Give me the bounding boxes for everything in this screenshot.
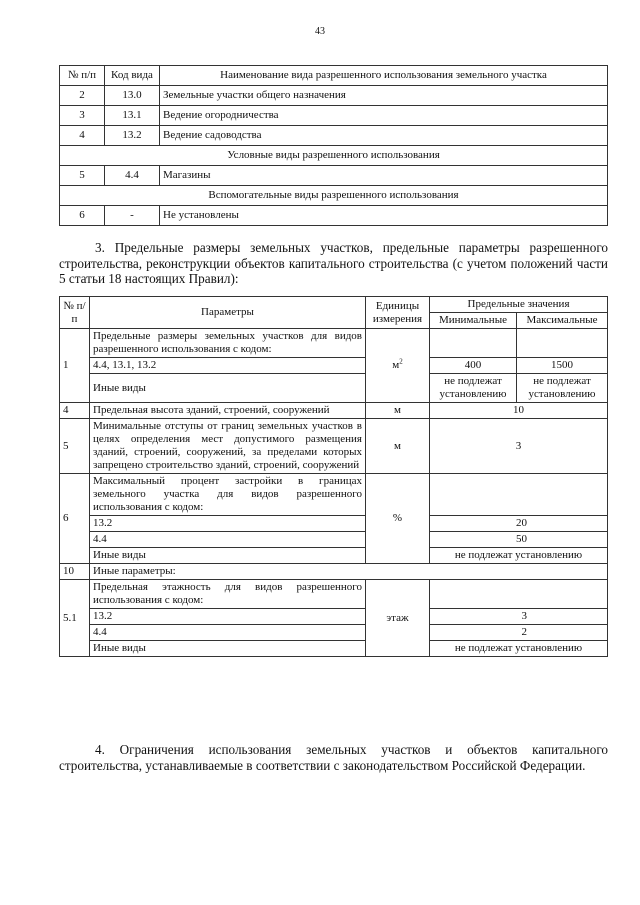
page-number: 43 xyxy=(315,26,325,37)
table-row xyxy=(60,532,608,548)
table-row xyxy=(60,374,608,403)
param-intro: Предельная этажность для видов разрешенного использования с кодом: xyxy=(90,580,366,609)
empty-cell xyxy=(517,329,608,358)
empty-cell xyxy=(430,329,517,358)
row-number: 5 xyxy=(60,419,90,474)
param-text: Иные параметры: xyxy=(90,564,608,580)
table-row xyxy=(60,516,608,532)
row-number: 6 xyxy=(60,474,90,564)
section-4-paragraph xyxy=(59,742,608,773)
unit-text: м xyxy=(366,419,430,474)
header-units: Единицы измерения xyxy=(366,297,430,329)
param-codes: 4.4, 13.1, 13.2 xyxy=(90,358,366,374)
unit-superscript: 2 xyxy=(399,357,403,366)
unit-text: м xyxy=(392,359,400,371)
param-code: Иные виды xyxy=(90,641,366,657)
unit-text: этаж xyxy=(366,580,430,657)
value-cell: 20 xyxy=(430,516,608,532)
table-row xyxy=(60,641,608,657)
row-number: 2 xyxy=(60,86,105,106)
row-code: 13.1 xyxy=(105,106,160,126)
param-code: 4.4 xyxy=(90,532,366,548)
row-code: 13.2 xyxy=(105,126,160,146)
value-cell: не подлежат установлению xyxy=(430,641,608,657)
limit-parameters-table xyxy=(59,296,608,657)
table-row xyxy=(60,564,608,580)
section-row xyxy=(60,146,608,166)
min-value: 400 xyxy=(430,358,517,374)
table-row xyxy=(60,86,608,106)
permitted-use-table xyxy=(59,65,608,226)
param-text: Предельная высота зданий, строений, сооружений xyxy=(90,403,366,419)
header-number: № п/п xyxy=(60,297,90,329)
table-row xyxy=(60,106,608,126)
table-row xyxy=(60,358,608,374)
empty-cell xyxy=(430,580,608,609)
value-cell: 10 xyxy=(430,403,608,419)
row-number: 6 xyxy=(60,206,105,226)
row-name: Не установлены xyxy=(160,206,608,226)
value-cell: 2 xyxy=(430,625,608,641)
row-name: Ведение садоводства xyxy=(160,126,608,146)
table-row xyxy=(60,329,608,358)
header-min: Минимальные xyxy=(430,313,517,329)
table-header-row xyxy=(60,297,608,313)
row-name: Магазины xyxy=(160,166,608,186)
row-name: Ведение огородничества xyxy=(160,106,608,126)
section-3-text: 3. Предельные размеры земельных участков, предельные параметры разрешенного строительства, реконструкции объектов капитального строительства (с учетом положений части 5 статьи 18 настоящих Правил): xyxy=(59,240,608,286)
min-value: не подлежат установлению xyxy=(430,374,517,403)
table-row xyxy=(60,126,608,146)
row-number: 4 xyxy=(60,403,90,419)
empty-cell xyxy=(430,474,608,516)
max-value: 1500 xyxy=(517,358,608,374)
row-name: Земельные участки общего назначения xyxy=(160,86,608,106)
table-row xyxy=(60,166,608,186)
header-max: Максимальные xyxy=(517,313,608,329)
row-code: 4.4 xyxy=(105,166,160,186)
row-number: 5.1 xyxy=(60,580,90,657)
table-header-row xyxy=(60,66,608,86)
row-code: 13.0 xyxy=(105,86,160,106)
row-number: 10 xyxy=(60,564,90,580)
table-row xyxy=(60,625,608,641)
param-intro: Предельные размеры земельных участков для видов разрешенного использования с кодом: xyxy=(90,329,366,358)
header-code: Код вида xyxy=(105,66,160,86)
row-code: - xyxy=(105,206,160,226)
row-number: 3 xyxy=(60,106,105,126)
header-name: Наименование вида разрешенного использования земельного участка xyxy=(160,66,608,86)
section-row xyxy=(60,186,608,206)
section-auxiliary: Вспомогательные виды разрешенного использования xyxy=(60,186,608,206)
param-code: 13.2 xyxy=(90,609,366,625)
table-row xyxy=(60,206,608,226)
value-cell: 50 xyxy=(430,532,608,548)
value-cell: не подлежат установлению xyxy=(430,548,608,564)
value-cell: 3 xyxy=(430,609,608,625)
section-3-paragraph xyxy=(59,240,608,287)
table-row xyxy=(60,403,608,419)
section-conditional: Условные виды разрешенного использования xyxy=(60,146,608,166)
row-number: 4 xyxy=(60,126,105,146)
table-row xyxy=(60,548,608,564)
param-code: 13.2 xyxy=(90,516,366,532)
param-text: Минимальные отступы от границ земельных участков в целях определения мест допустимого размещения зданий, строений, сооружений, за пределами которых запрещено строительство зданий, строений, сооружений xyxy=(90,419,366,474)
table-row xyxy=(60,419,608,474)
header-number: № п/п xyxy=(60,66,105,86)
table-row xyxy=(60,474,608,516)
table-row xyxy=(60,609,608,625)
value-cell: 3 xyxy=(430,419,608,474)
param-code: 4.4 xyxy=(90,625,366,641)
param-other: Иные виды xyxy=(90,374,366,403)
row-number: 5 xyxy=(60,166,105,186)
section-4-text: 4. Ограничения использования земельных участков и объектов капитального строительства, устанавливаемые в соответствии с законодательством Российской Федерации. xyxy=(59,742,608,773)
param-intro: Максимальный процент застройки в границах земельного участка для видов разрешенного использования с кодом: xyxy=(90,474,366,516)
unit-text: м xyxy=(366,403,430,419)
header-parameters: Параметры xyxy=(90,297,366,329)
table-row xyxy=(60,580,608,609)
param-code: Иные виды xyxy=(90,548,366,564)
unit-cell xyxy=(366,329,430,403)
header-limit-values: Предельные значения xyxy=(430,297,608,313)
row-number: 1 xyxy=(60,329,90,403)
max-value: не подлежат установлению xyxy=(517,374,608,403)
unit-text: % xyxy=(366,474,430,564)
